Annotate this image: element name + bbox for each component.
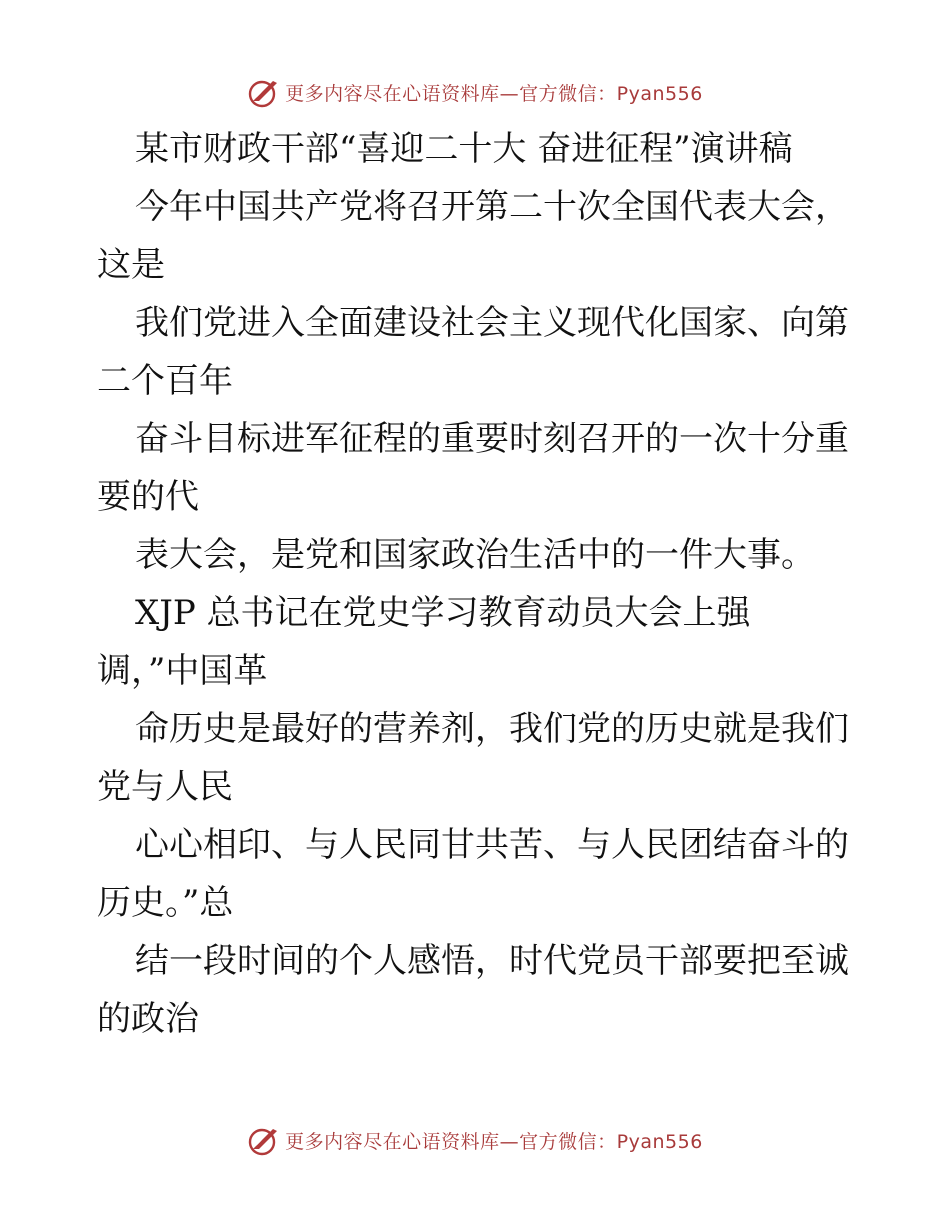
- paragraph-line: 的政治: [97, 999, 199, 1039]
- footer-watermark-text: 更多内容尽在心语资料库—官方微信：Pyan556: [285, 1130, 703, 1153]
- header-watermark: [0, 72, 950, 112]
- doc-title: 某市财政干部“喜迎二十大 奋进征程”演讲稿: [135, 129, 793, 169]
- paragraph-line: 这是: [97, 245, 165, 285]
- quill-logo-icon: [247, 75, 281, 109]
- paragraph-line: 历史。”总: [97, 883, 234, 923]
- paragraph-line: XJP 总书记在党史学习教育动员大会上强: [135, 593, 751, 633]
- paragraph-line: 今年中国共产党将召开第二十次全国代表大会，: [135, 187, 849, 227]
- paragraph-line: 结一段时间的个人感悟，时代党员干部要把至诚: [135, 941, 849, 981]
- document-body: [97, 120, 857, 1048]
- paragraph-line: 调，”中国革: [97, 651, 268, 691]
- quill-logo-icon: [247, 1123, 281, 1157]
- footer-watermark: [0, 1120, 950, 1160]
- header-watermark-text: 更多内容尽在心语资料库—官方微信：Pyan556: [285, 82, 703, 105]
- paragraph-line: 表大会，是党和国家政治生活中的一件大事。: [135, 535, 815, 575]
- wechat-id: Pyan556: [616, 82, 703, 105]
- paragraph-line: 要的代: [97, 477, 199, 517]
- paragraph-line: 二个百年: [97, 361, 233, 401]
- paragraph-line: 党与人民: [97, 767, 233, 807]
- wechat-id: Pyan556: [616, 1130, 703, 1153]
- paragraph-line: 奋斗目标进军征程的重要时刻召开的一次十分重: [135, 419, 849, 459]
- paragraph-line: 命历史是最好的营养剂，我们党的历史就是我们: [135, 709, 849, 749]
- paragraph-line: 心心相印、与人民同甘共苦、与人民团结奋斗的: [135, 825, 849, 865]
- paragraph-line: 我们党进入全面建设社会主义现代化国家、向第: [135, 303, 849, 343]
